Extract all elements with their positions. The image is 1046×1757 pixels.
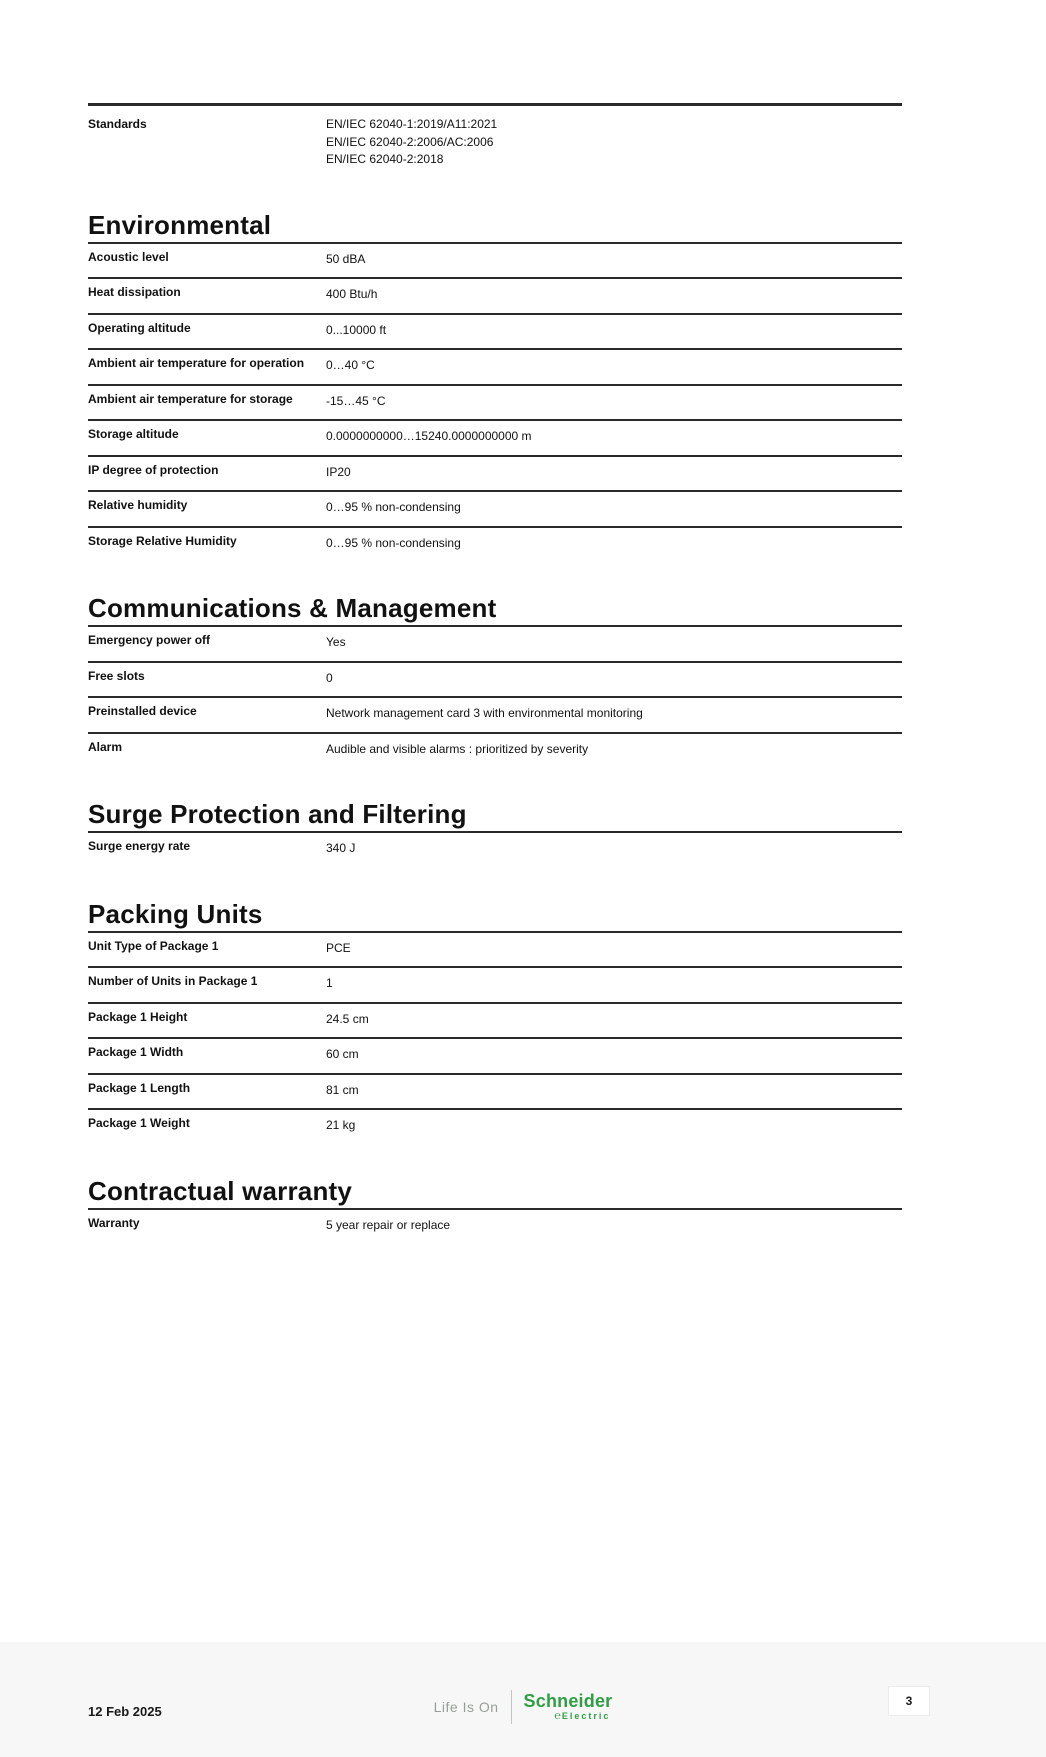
spec-row xyxy=(88,833,902,867)
spec-row xyxy=(88,933,902,969)
footer-date: 12 Feb 2025 xyxy=(88,1704,162,1719)
spec-label: IP degree of protection xyxy=(88,462,219,477)
spec-label: Number of Units in Package 1 xyxy=(88,974,258,988)
spec-label: Package 1 Width xyxy=(88,1045,184,1059)
spec-value-line: 340 J xyxy=(326,841,356,855)
spec-row xyxy=(88,663,902,699)
spec-row xyxy=(88,492,902,528)
spec-value-line: -15…45 °C xyxy=(326,393,386,408)
spec-value-line: 0…40 °C xyxy=(326,358,375,372)
datasheet-page-content xyxy=(88,103,902,1243)
spec-value-line: 0…95 % non-condensing xyxy=(326,500,461,514)
spec-value-line: 400 Btu/h xyxy=(326,287,378,301)
spec-value xyxy=(326,704,902,723)
spec-value xyxy=(326,534,902,553)
logo-divider xyxy=(511,1690,512,1724)
spec-value-line: 21 kg xyxy=(326,1118,356,1132)
spec-label: Package 1 Weight xyxy=(88,1116,190,1130)
page-number: 3 xyxy=(905,1694,913,1708)
spec-table xyxy=(88,1210,902,1244)
spec-value xyxy=(326,669,902,688)
spec-row xyxy=(88,1004,902,1040)
spec-row xyxy=(88,386,902,422)
spec-value xyxy=(326,1081,902,1100)
spec-value xyxy=(326,285,902,304)
spec-label: Preinstalled device xyxy=(88,704,197,718)
spec-row xyxy=(88,1110,902,1144)
schneider-monogram-icon: ℮ xyxy=(554,1709,561,1722)
spec-row xyxy=(88,457,902,493)
spec-row xyxy=(88,1075,902,1111)
spec-value xyxy=(326,633,902,652)
spec-value-line: EN/IEC 62040-1:2019/A11:2021 xyxy=(326,117,498,131)
spec-value xyxy=(326,321,902,340)
spec-table xyxy=(88,103,902,178)
spec-row xyxy=(88,244,902,280)
spec-label: Package 1 Length xyxy=(88,1080,191,1095)
spec-value-line: Audible and visible alarms : prioritized by severity xyxy=(326,741,589,756)
section-title: Packing Units xyxy=(88,899,902,933)
spec-label: Surge energy rate xyxy=(88,839,191,853)
spec-value-line: 50 dBA xyxy=(326,251,366,266)
spec-row xyxy=(88,968,902,1004)
spec-value-line: Yes xyxy=(326,635,346,649)
spec-label: Emergency power off xyxy=(88,633,211,647)
section-title: Contractual warranty xyxy=(88,1176,902,1210)
page-footer xyxy=(0,1642,1046,1757)
spec-label: Unit Type of Package 1 xyxy=(88,938,219,953)
spec-label: Acoustic level xyxy=(88,249,169,264)
schneider-electric-line xyxy=(554,1710,610,1722)
schneider-wordmark: Schneider xyxy=(523,1690,613,1711)
spec-value xyxy=(326,974,902,993)
spec-label: Operating altitude xyxy=(88,320,191,335)
spec-value xyxy=(326,463,902,482)
spec-value xyxy=(326,1045,902,1064)
spec-table xyxy=(88,933,902,1144)
spec-row xyxy=(88,528,902,562)
spec-value-line: EN/IEC 62040-2:2018 xyxy=(326,152,444,166)
spec-value-line: 0.0000000000…15240.0000000000 m xyxy=(326,429,532,443)
spec-row xyxy=(88,1210,902,1244)
spec-row xyxy=(88,734,902,768)
spec-table xyxy=(88,244,902,562)
spec-row xyxy=(88,627,902,663)
spec-value xyxy=(326,427,902,446)
life-is-on-tagline: Life Is On xyxy=(433,1699,499,1715)
spec-value xyxy=(326,1010,902,1029)
spec-table xyxy=(88,627,902,767)
spec-value xyxy=(326,392,902,411)
spec-row xyxy=(88,315,902,351)
spec-label: Standards xyxy=(88,117,147,131)
spec-row xyxy=(88,421,902,457)
spec-table xyxy=(88,833,902,867)
spec-value-line: EN/IEC 62040-2:2006/AC:2006 xyxy=(326,134,494,149)
section-title: Environmental xyxy=(88,210,902,244)
spec-value xyxy=(326,740,902,759)
spec-value-line: PCE xyxy=(326,940,351,955)
page-number-badge xyxy=(888,1686,930,1716)
spec-row xyxy=(88,279,902,315)
spec-value-line: 24.5 cm xyxy=(326,1011,369,1026)
spec-label: Storage Relative Humidity xyxy=(88,533,237,548)
section-title: Surge Protection and Filtering xyxy=(88,799,902,833)
spec-label: Alarm xyxy=(88,739,123,754)
spec-value-line: 60 cm xyxy=(326,1047,359,1061)
section-title: Communications & Management xyxy=(88,593,902,627)
spec-value xyxy=(326,498,902,517)
spec-label: Ambient air temperature for storage xyxy=(88,391,293,406)
spec-row xyxy=(88,350,902,386)
schneider-electric-label: Electric xyxy=(561,1710,611,1721)
spec-label: Relative humidity xyxy=(88,498,188,512)
schneider-brand-block xyxy=(523,1690,613,1722)
spec-value-line: Network management card 3 with environmental monitoring xyxy=(326,706,643,720)
spec-value-line: 0...10000 ft xyxy=(326,322,387,337)
spec-row xyxy=(88,698,902,734)
spec-value-line: IP20 xyxy=(326,464,351,479)
spec-label: Storage altitude xyxy=(88,427,179,441)
spec-row xyxy=(88,1039,902,1075)
spec-sections xyxy=(88,103,902,1243)
spec-value-line: 0 xyxy=(326,670,333,685)
spec-value xyxy=(326,839,902,858)
spec-label: Warranty xyxy=(88,1215,140,1230)
spec-value-line: 0…95 % non-condensing xyxy=(326,535,461,550)
spec-value-line: 81 cm xyxy=(326,1082,359,1097)
spec-value xyxy=(326,356,902,375)
spec-value xyxy=(326,117,902,169)
spec-value xyxy=(326,1116,902,1135)
spec-value xyxy=(326,939,902,958)
spec-label: Heat dissipation xyxy=(88,285,181,299)
spec-label: Ambient air temperature for operation xyxy=(88,356,305,370)
spec-row xyxy=(88,103,902,178)
spec-label: Free slots xyxy=(88,668,145,683)
spec-value xyxy=(326,250,902,269)
spec-value xyxy=(326,1216,902,1235)
spec-value-line: 5 year repair or replace xyxy=(326,1217,451,1232)
spec-value-line: 1 xyxy=(326,976,333,990)
spec-label: Package 1 Height xyxy=(88,1009,188,1024)
